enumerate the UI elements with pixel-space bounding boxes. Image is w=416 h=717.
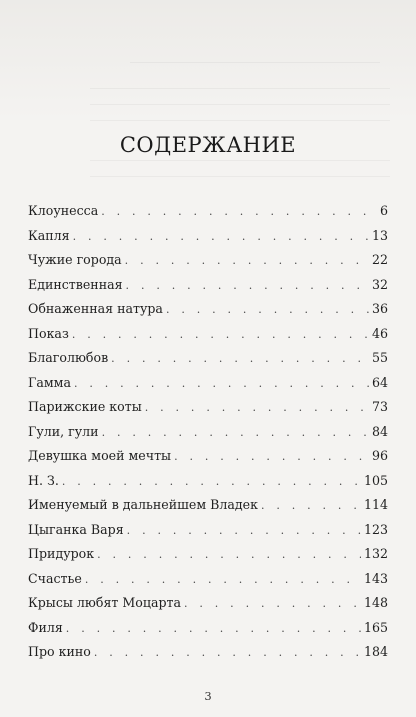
toc-entry-page: 32 bbox=[371, 276, 388, 292]
toc-leader-dots bbox=[73, 230, 369, 243]
show-through-line bbox=[90, 120, 390, 121]
toc-leader-dots bbox=[62, 475, 361, 488]
show-through-line bbox=[90, 176, 390, 177]
toc-entry-page: 105 bbox=[363, 472, 388, 488]
toc-leader-dots bbox=[94, 646, 361, 659]
toc-entry bbox=[28, 571, 388, 596]
page-number: 3 bbox=[204, 689, 212, 703]
toc-leader-dots bbox=[111, 352, 369, 365]
toc-leader-dots bbox=[97, 548, 361, 561]
toc-entry-title: Девушка моей мечты bbox=[28, 448, 172, 463]
toc-entry-title: Клоунесса bbox=[28, 203, 99, 218]
toc-entry-title: Цыганка Варя bbox=[28, 521, 124, 537]
toc-entry-page: 46 bbox=[371, 325, 388, 341]
toc-entry-title: Счастье bbox=[28, 570, 82, 586]
toc-leader-dots bbox=[125, 254, 369, 267]
toc-entry-page: 96 bbox=[371, 448, 388, 463]
toc-leader-dots bbox=[66, 622, 361, 635]
toc-leader-dots bbox=[74, 377, 369, 390]
toc-leader-dots bbox=[101, 205, 373, 218]
toc-entry-page: 55 bbox=[371, 350, 388, 365]
toc-entry-title: Гули, гули bbox=[28, 423, 99, 439]
page-title: СОДЕРЖАНИЕ bbox=[119, 133, 297, 157]
toc-entry-title: Про кино bbox=[28, 644, 91, 659]
toc-entry-title: Н. З. bbox=[28, 472, 59, 488]
toc-leader-dots bbox=[166, 303, 369, 316]
toc-entry-page: 123 bbox=[363, 521, 388, 537]
toc-entry bbox=[28, 448, 388, 473]
toc-entry-page: 84 bbox=[371, 423, 388, 439]
toc-entry-title: Единственная bbox=[28, 276, 123, 292]
toc-entry bbox=[28, 497, 388, 522]
toc-entry bbox=[28, 644, 388, 669]
toc-entry-title: Крысы любят Моцарта bbox=[28, 595, 181, 610]
toc-entry bbox=[28, 473, 388, 498]
show-through-line bbox=[90, 104, 390, 105]
toc-entry-page: 64 bbox=[371, 374, 388, 390]
toc-entry-page: 13 bbox=[371, 227, 388, 243]
toc-entry-title: Именуемый в дальнейшем Владек bbox=[28, 497, 258, 512]
toc-leader-dots bbox=[72, 328, 369, 341]
toc-entry-title: Обнаженная натура bbox=[28, 301, 163, 316]
toc-entry-title: Филя bbox=[28, 619, 63, 635]
toc-entry bbox=[28, 620, 388, 645]
toc-entry-title: Парижские коты bbox=[28, 399, 142, 414]
toc-leader-dots bbox=[174, 450, 369, 463]
toc-leader-dots bbox=[85, 573, 361, 586]
toc-leader-dots bbox=[184, 597, 361, 610]
toc-leader-dots bbox=[261, 499, 361, 512]
toc-leader-dots bbox=[126, 279, 369, 292]
toc-entry-page: 36 bbox=[371, 301, 388, 316]
toc-entry bbox=[28, 228, 388, 253]
toc-leader-dots bbox=[145, 401, 369, 414]
table-of-contents bbox=[28, 203, 388, 669]
toc-entry bbox=[28, 546, 388, 571]
toc-entry bbox=[28, 399, 388, 424]
toc-entry bbox=[28, 326, 388, 351]
toc-entry-page: 148 bbox=[363, 595, 388, 610]
toc-entry-page: 184 bbox=[363, 644, 388, 659]
toc-leader-dots bbox=[127, 524, 361, 537]
toc-entry-title: Показ bbox=[28, 325, 69, 341]
toc-entry-page: 114 bbox=[363, 497, 388, 512]
toc-entry-title: Гамма bbox=[28, 374, 71, 390]
toc-entry-page: 22 bbox=[371, 252, 388, 267]
toc-entry bbox=[28, 301, 388, 326]
toc-entry bbox=[28, 277, 388, 302]
toc-entry-title: Чужие города bbox=[28, 252, 122, 267]
toc-entry bbox=[28, 522, 388, 547]
toc-entry bbox=[28, 375, 388, 400]
toc-entry-page: 73 bbox=[371, 399, 388, 414]
toc-entry bbox=[28, 203, 388, 228]
toc-entry bbox=[28, 424, 388, 449]
toc-entry bbox=[28, 252, 388, 277]
toc-entry-page: 132 bbox=[363, 546, 388, 561]
show-through-line bbox=[90, 160, 390, 161]
toc-entry bbox=[28, 350, 388, 375]
toc-entry-title: Придурок bbox=[28, 546, 95, 561]
toc-entry-page: 143 bbox=[363, 570, 388, 586]
toc-entry-page: 165 bbox=[363, 619, 388, 635]
toc-entry-title: Благолюбов bbox=[28, 350, 109, 365]
toc-entry-title: Капля bbox=[28, 227, 70, 243]
toc-leader-dots bbox=[102, 426, 369, 439]
toc-entry-page: 6 bbox=[379, 203, 388, 218]
show-through-line bbox=[130, 62, 380, 63]
show-through-line bbox=[90, 88, 390, 89]
toc-entry bbox=[28, 595, 388, 620]
